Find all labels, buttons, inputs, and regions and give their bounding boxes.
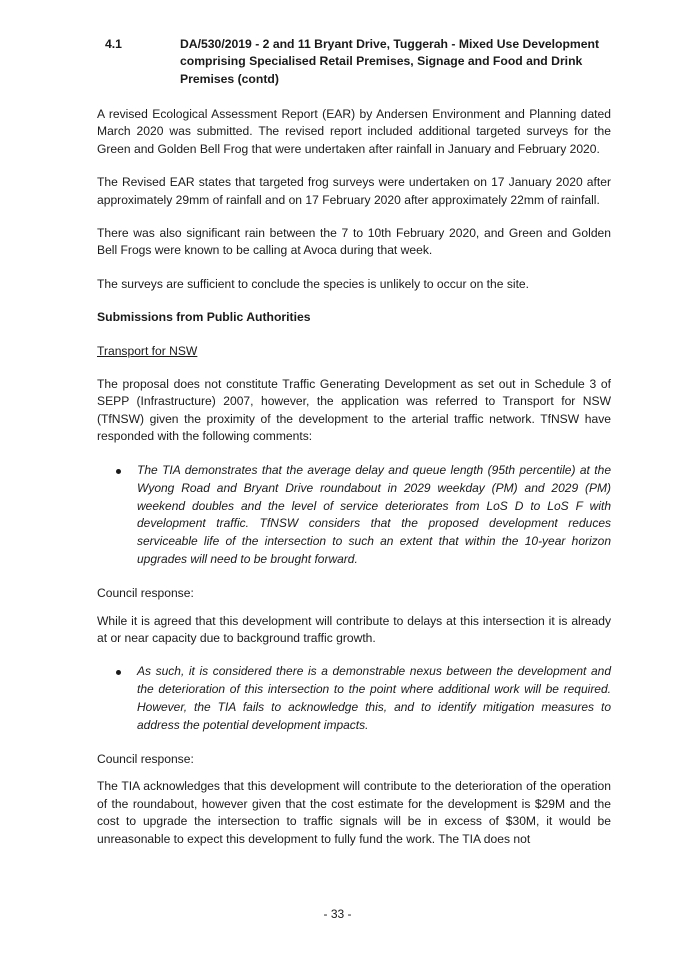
document-page (97, 36, 611, 848)
bullet-item-tia-delay (97, 462, 611, 569)
council-response-label: Council response: (97, 586, 194, 601)
paragraph-tia-acknowledges: The TIA acknowledges that this development will contribute to the deterioration of the operation of the roundabout, however given that the cost estimate for the development is $29M and the cost to upgrade the intersection to traffic signals will be in excess of $30M, it would be unreasonable to expect this development to fully fund the work. The TIA does not (97, 779, 611, 846)
bullet-item-nexus (97, 663, 611, 735)
paragraph-capacity: While it is agreed that this development will contribute to delays at this intersection it is already at or near capacity due to background traffic growth. (97, 613, 611, 645)
paragraph-frog-surveys: The Revised EAR states that targeted frog surveys were undertaken on 17 January 2020 after approximately 29mm of rainfall and on 17 February 2020 after approximately 22mm of rainfall. (97, 175, 611, 207)
item-number: 4.1 (105, 37, 122, 51)
subheading-transport-nsw: Transport for NSW (97, 343, 198, 358)
council-response-label: Council response: (97, 751, 194, 766)
bullet-text: As such, it is considered there is a demonstrable nexus between the development and the deterioration of this intersection to the point where additional work will be required. However, the TIA fails to acknowledge this, and to identify mitigation measures to address the potential development impacts. (137, 664, 611, 733)
item-header (97, 36, 611, 92)
paragraph-revised-ear: A revised Ecological Assessment Report (EAR) by Andersen Environment and Planning dated March 2020 was submitted. The revised report included additional targeted surveys for the Green and Golden Bell Frog that were undertaken after rainfall in January and February 2020. (97, 107, 611, 156)
page-number: - 33 - (323, 907, 352, 921)
item-title: DA/530/2019 - 2 and 11 Bryant Drive, Tuggerah - Mixed Use Development comprising Specialised Retail Premises, Signage and Food and Drink Premises (contd) (180, 37, 600, 86)
bullet-text: The TIA demonstrates that the average delay and queue length (95th percentile) at the Wyong Road and Bryant Drive roundabout in 2029 weekday (PM) and 2029 (PM) weekend doubles and the level of service deteriorates from LoS D to LoS F with development traffic. TfNSW considers that the proposed development reduces serviceable life of the intersection to such an extent that within the 10-year horizon upgrades will need to be brought forward. (137, 462, 611, 567)
bullet-icon (116, 469, 121, 474)
paragraph-significant-rain: There was also significant rain between the 7 to 10th February 2020, and Green and Golden Bell Frogs were known to be calling at Avoca during that week. (97, 226, 611, 258)
paragraph-traffic-generating: The proposal does not constitute Traffic Generating Development as set out in Schedule 3 of SEPP (Infrastructure) 2007, however, the application was referred to Transport for NSW (TfNSW) given the proximity of the development to the arterial traffic network. TfNSW have responded with the following comments: (97, 377, 611, 444)
paragraph-surveys-sufficient: The surveys are sufficient to conclude the species is unlikely to occur on the site. (97, 276, 530, 291)
section-heading-submissions: Submissions from Public Authorities (97, 310, 311, 325)
bullet-icon (116, 670, 121, 675)
